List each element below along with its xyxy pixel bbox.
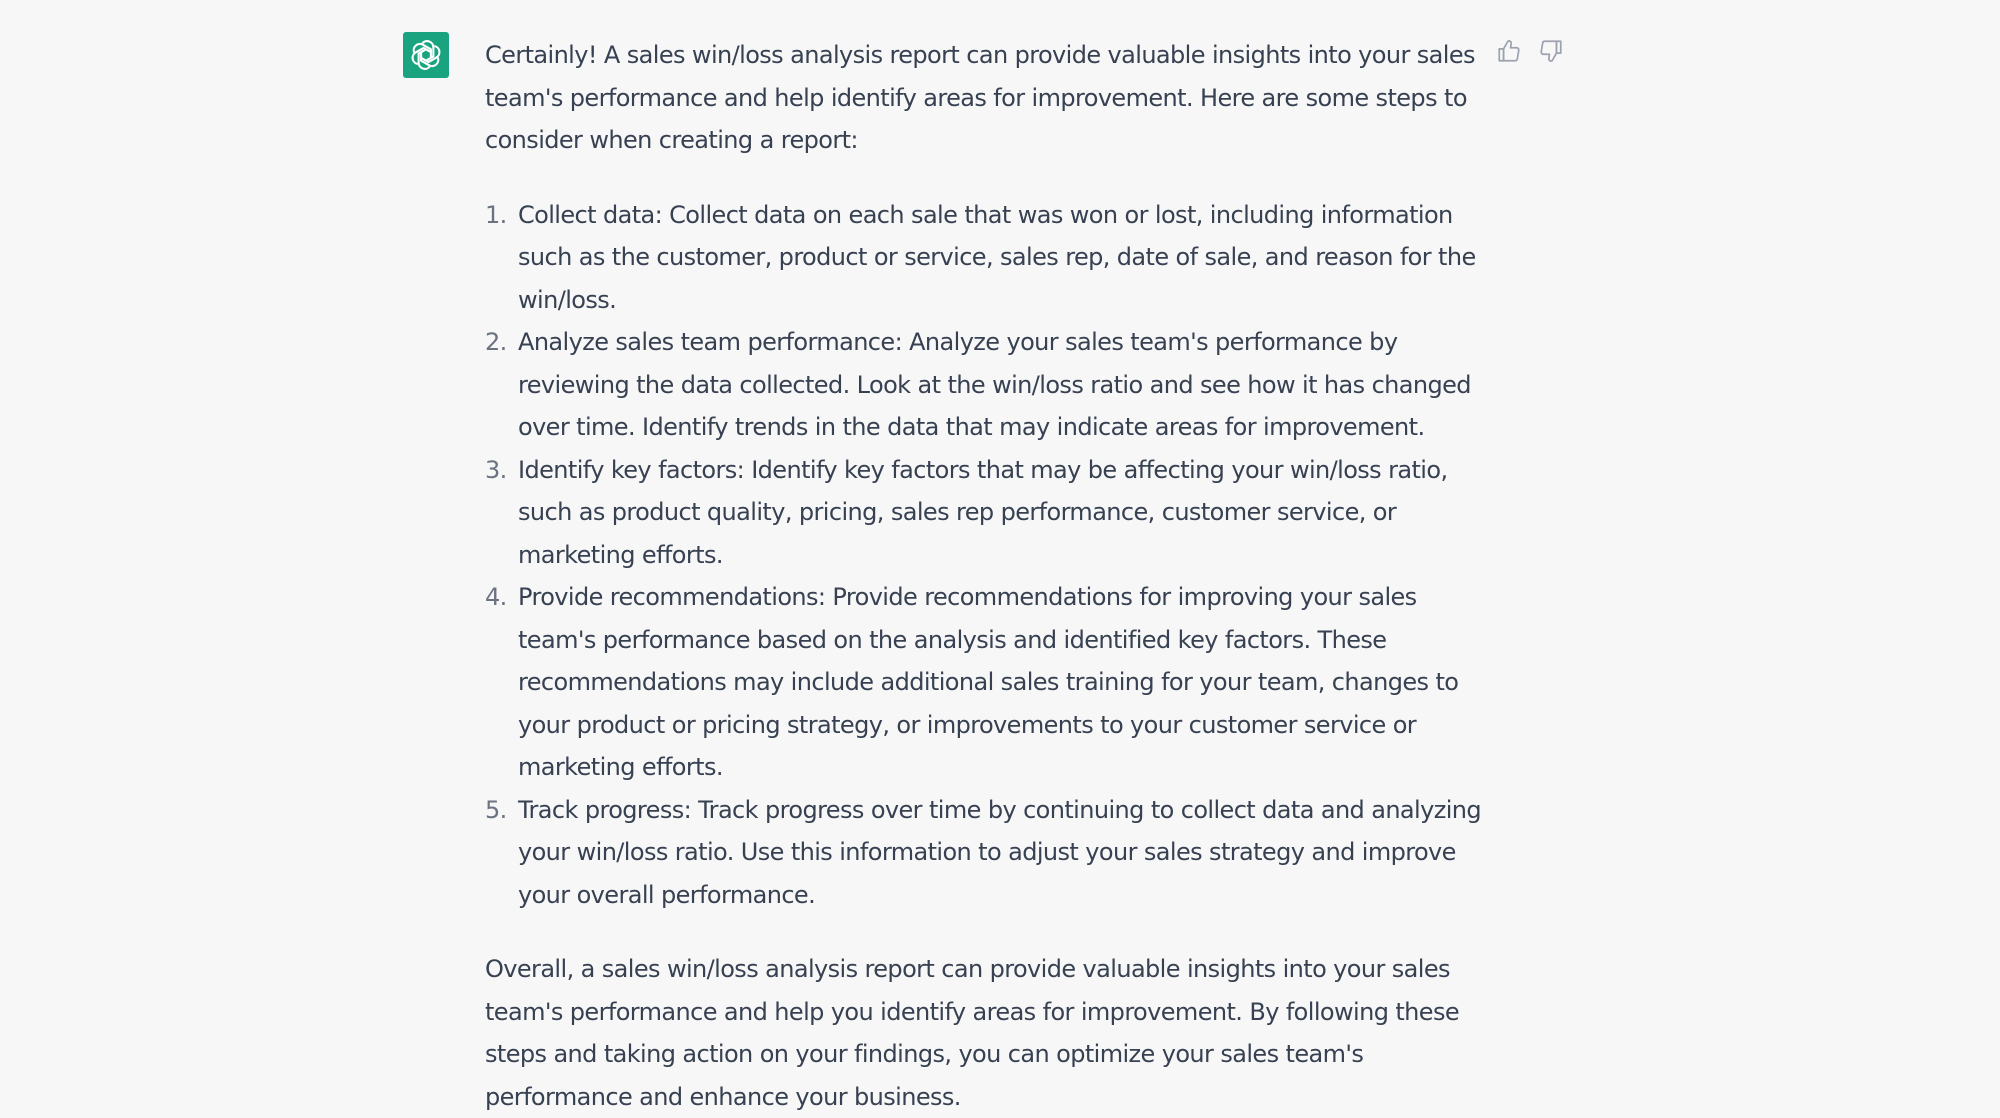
message-intro: Certainly! A sales win/loss analysis report can provide valuable insights into your sales team's performance and help identify areas for improvement. Here are some steps to consider when creating a report:: [485, 41, 1475, 154]
list-item-text: Track progress: Track progress over time by continuing to collect data and analyzing your win/loss ratio. Use this information to adjust your sales strategy and improve your overall performance.: [518, 795, 1482, 909]
list-item: [485, 449, 1485, 577]
message-content: [485, 34, 1485, 1118]
message-conclusion: Overall, a sales win/loss analysis report can provide valuable insights into your sales team's performance and help you identify areas for improvement. By following these steps and taking action on your findings, you can optimize your sales team's performance and enhance your business.: [485, 955, 1460, 1111]
assistant-avatar: [403, 32, 449, 78]
list-item-number: 5.: [485, 795, 507, 824]
thumbs-up-button[interactable]: [1494, 36, 1524, 66]
list-item: [485, 194, 1485, 322]
list-item: [485, 321, 1485, 449]
openai-logo-icon: [409, 38, 443, 72]
list-item: [485, 576, 1485, 789]
list-item-text: Identify key factors: Identify key factors that may be affecting your win/loss ratio, such as product quality, pricing, sales rep performance, customer service, or marketing efforts.: [518, 455, 1448, 569]
thumbs-down-button[interactable]: [1536, 36, 1566, 66]
list-item-number: 3.: [485, 455, 507, 484]
thumbs-up-icon: [1496, 38, 1522, 64]
list-item-text: Provide recommendations: Provide recommendations for improving your sales team's performance based on the analysis and identified key factors. These recommendations may include additional sales training for your team, changes to your product or pricing strategy, or improvements to your customer service or marketing efforts.: [518, 583, 1459, 781]
list-item: [485, 789, 1485, 917]
list-item-text: Collect data: Collect data on each sale that was won or lost, including information such as the customer, product or service, sales rep, date of sale, and reason for the win/loss.: [518, 200, 1476, 314]
steps-list: [485, 194, 1485, 917]
list-item-text: Analyze sales team performance: Analyze your sales team's performance by reviewing the data collected. Look at the win/loss ratio and see how it has changed over time. Identify trends in the data that may indicate areas for improvement.: [518, 328, 1471, 441]
list-item-number: 2.: [485, 328, 507, 356]
thumbs-down-icon: [1538, 38, 1564, 64]
list-item-number: 1.: [485, 200, 507, 229]
list-item-number: 4.: [485, 583, 507, 611]
